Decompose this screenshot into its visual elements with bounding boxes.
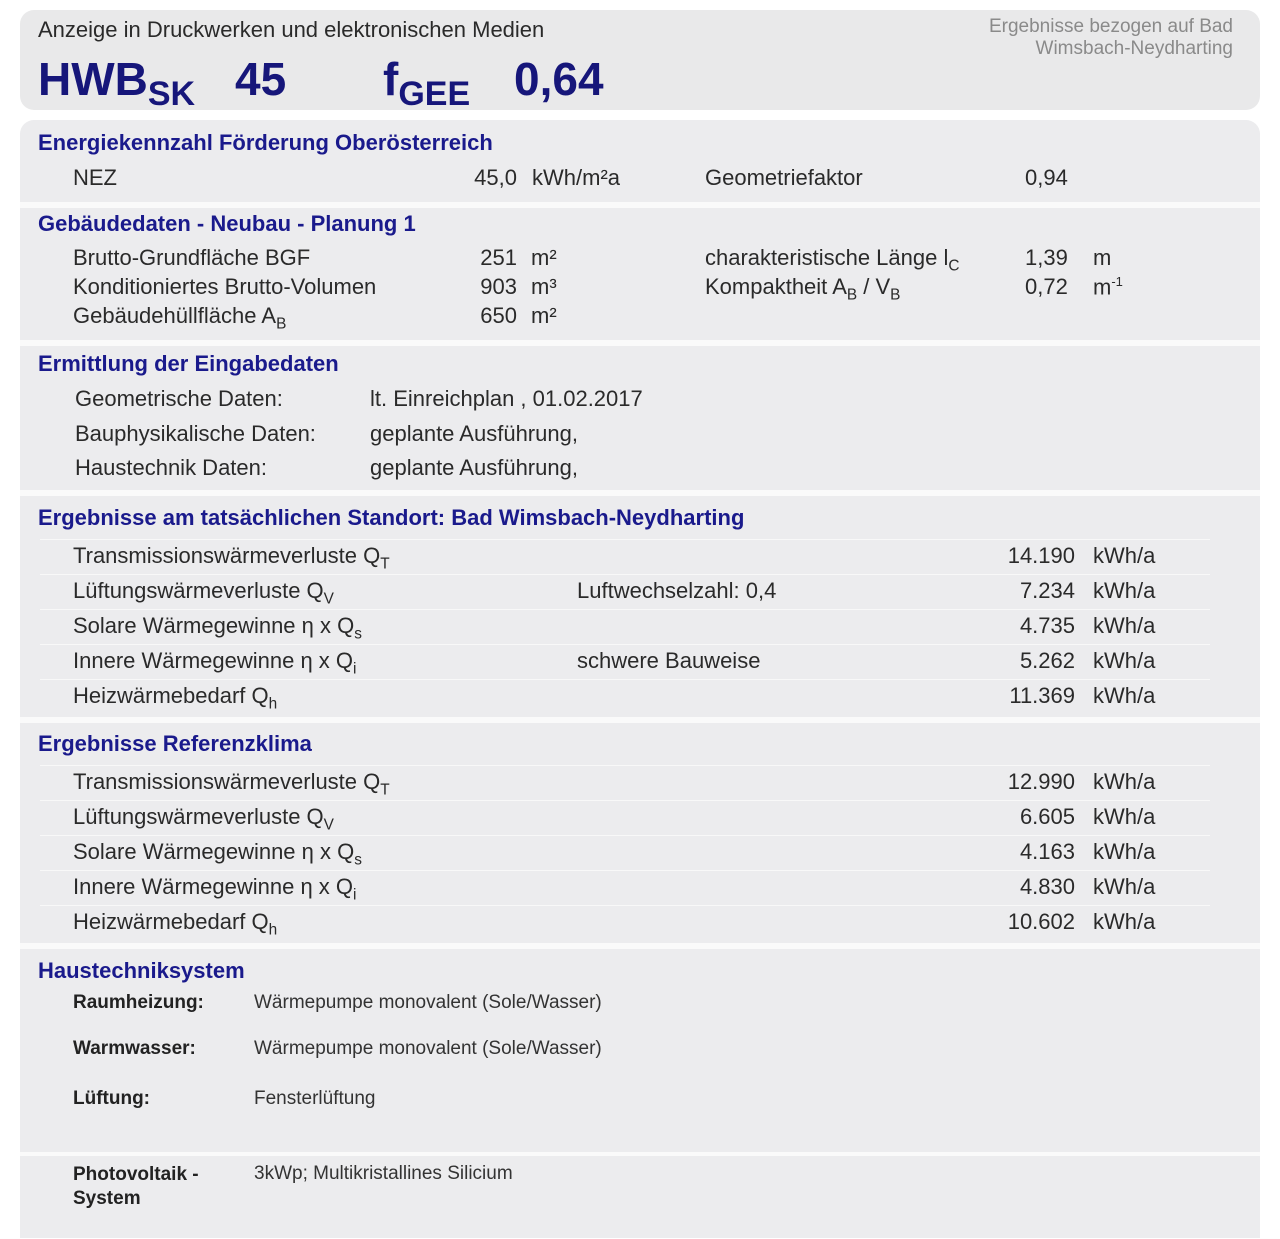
standort-row-label-sub: V (323, 590, 334, 608)
gebaeude-value: 650 (480, 303, 517, 328)
referenz-row-value: 12.990 (1007, 769, 1075, 794)
hwb-value: 45 (235, 53, 287, 105)
gebaeude-value: 903 (480, 274, 517, 299)
referenz-row-label (73, 769, 390, 799)
gebaeude-right-value: 0,72 (1025, 274, 1068, 299)
referenz-row-label-sub: s (354, 851, 362, 869)
location-note-line1: Ergebnisse bezogen auf Bad (988, 16, 1233, 37)
haustechnik-label: Warmwasser: (73, 1038, 196, 1059)
energiekennzahl-title: Energiekennzahl Förderung Oberösterreich (38, 130, 493, 155)
eingabe-label: Haustechnik Daten: (75, 455, 267, 480)
gebaeude-unit: m² (531, 303, 557, 328)
gebaeude-label (73, 245, 310, 271)
standort-row-label (73, 613, 362, 643)
row-divider (40, 835, 1210, 836)
referenz-row-value: 4.830 (1019, 874, 1075, 899)
standort-row-unit: kWh/a (1093, 578, 1156, 603)
pv-label-line2: System (73, 1188, 141, 1209)
unit-exponent: -1 (1111, 274, 1123, 289)
referenz-row-label-text: Heizwärmebedarf Q (73, 909, 269, 934)
row-divider (40, 800, 1210, 801)
standort-row-label-sub: T (380, 555, 390, 573)
standort-row-value: 11.369 (1009, 683, 1075, 708)
referenz-row-value: 4.163 (1019, 839, 1075, 864)
haustechnik-value: Wärmepumpe monovalent (Sole/Wasser) (254, 992, 602, 1013)
haustechnik-value: Wärmepumpe monovalent (Sole/Wasser) (254, 1038, 602, 1059)
gebaeude-right-unit (1093, 245, 1111, 271)
location-note-line2: Wimsbach-Neydharting (1035, 38, 1233, 59)
referenz-row-label-text: Solare Wärmegewinne η x Q (73, 839, 355, 864)
referenz-row-label-sub: T (380, 781, 390, 799)
haustechnik-title: Haustechniksystem (38, 958, 245, 983)
eingabe-value: lt. Einreichplan , 01.02.2017 (370, 386, 643, 411)
referenz-row-label (73, 909, 277, 939)
standort-row-label-text: Lüftungswärmeverluste Q (73, 578, 324, 603)
section-divider (20, 490, 1260, 496)
standort-row-value: 5.262 (1019, 648, 1075, 673)
row-divider (40, 539, 1210, 540)
standort-row-unit: kWh/a (1093, 683, 1156, 708)
referenz-row-label-sub: h (268, 921, 278, 939)
referenz-row-unit: kWh/a (1093, 769, 1156, 794)
eingabe-value: geplante Ausführung, (370, 455, 578, 480)
geometriefaktor-label: Geometriefaktor (705, 165, 863, 190)
fgee-value: 0,64 (514, 53, 604, 105)
hwb-label: HWB (38, 53, 148, 105)
pv-value: 3kWp; Multikristallines Silicium (254, 1163, 513, 1184)
pv-divider (20, 1152, 1260, 1156)
row-divider (40, 905, 1210, 906)
standort-row-unit: kWh/a (1093, 543, 1156, 568)
referenz-row-label-sub: V (323, 816, 334, 834)
standort-row-value: 7.234 (1019, 578, 1075, 603)
standort-row-label-text: Innere Wärmegewinne η x Q (73, 648, 354, 673)
gebaeude-label (73, 303, 286, 333)
standort-row-value: 14.190 (1007, 543, 1075, 568)
standort-row-note: schwere Bauweise (577, 648, 761, 673)
pv-label (73, 1163, 199, 1211)
standort-row-label-text: Heizwärmebedarf Q (73, 683, 269, 708)
standort-title: Ergebnisse am tatsächlichen Standort: Bad Wimsbach-Neydharting (38, 505, 745, 530)
geometriefaktor-value: 0,94 (1025, 165, 1068, 190)
section-divider (20, 717, 1260, 723)
referenz-row-unit: kWh/a (1093, 839, 1156, 864)
gebaeude-unit: m² (531, 245, 557, 270)
standort-row-label (73, 648, 356, 678)
standort-row-unit: kWh/a (1093, 613, 1156, 638)
gebaeude-right-value: 1,39 (1025, 245, 1068, 270)
pv-label-line1: Photovoltaik - (73, 1164, 199, 1185)
gebaeude-right-label-sub2: B (890, 286, 901, 304)
standort-row-label-sub: s (354, 625, 362, 643)
gebaeude-unit: m³ (531, 274, 557, 299)
gebaeude-right-label-sub: C (948, 257, 960, 275)
unit-text: m (1093, 274, 1112, 300)
gebaeude-right-label (705, 274, 900, 304)
section-divider (20, 943, 1260, 949)
unit-text: m (1093, 245, 1112, 270)
row-divider (40, 679, 1210, 680)
gebaeude-right-unit (1093, 274, 1123, 300)
referenz-row-label-sub: i (353, 886, 357, 904)
referenz-row-label (73, 839, 362, 869)
row-divider (40, 870, 1210, 871)
standort-row-label-sub: h (268, 695, 278, 713)
haustechnik-value: Fensterlüftung (254, 1088, 376, 1109)
referenz-row-label-text: Lüftungswärmeverluste Q (73, 804, 324, 829)
fgee-indicator (383, 52, 470, 114)
referenz-row-label (73, 804, 334, 834)
standort-row-label-text: Transmissionswärmeverluste Q (73, 543, 381, 568)
standort-row-unit: kWh/a (1093, 648, 1156, 673)
header-caption: Anzeige in Druckwerken und elektronischen Medien (38, 17, 545, 42)
gebaeude-right-label (705, 245, 959, 275)
gebaeude-right-label-text: charakteristische Länge l (705, 245, 949, 270)
referenz-row-unit: kWh/a (1093, 804, 1156, 829)
fgee-label: f (383, 53, 399, 105)
row-divider (40, 644, 1210, 645)
referenz-row-unit: kWh/a (1093, 909, 1156, 934)
row-divider (40, 765, 1210, 766)
section-divider (20, 202, 1260, 208)
haustechnik-label: Raumheizung: (73, 992, 204, 1013)
section-divider (20, 340, 1260, 346)
eingabe-label: Bauphysikalische Daten: (75, 420, 316, 446)
standort-row-label (73, 578, 334, 608)
referenz-row-label (73, 874, 356, 904)
gebaeude-right-label-text: Kompaktheit A (705, 274, 847, 299)
gebaeude-right-label-text2: / V (857, 274, 891, 299)
gebaeudedaten-title: Gebäudedaten - Neubau - Planung 1 (38, 211, 416, 236)
standort-row-note: Luftwechselzahl: 0,4 (577, 578, 777, 603)
standort-row-label (73, 543, 390, 573)
gebaeude-value: 251 (480, 245, 517, 270)
standort-row-label (73, 683, 277, 713)
gebaeude-label (73, 274, 376, 300)
hwb-sub: SK (147, 75, 196, 114)
location-note (989, 16, 1233, 60)
nez-label: NEZ (73, 165, 117, 190)
haustechnik-label: Lüftung: (73, 1088, 151, 1109)
gebaeude-label-text: Konditioniertes Brutto-Volumen (73, 274, 377, 299)
row-divider (40, 574, 1210, 575)
row-divider (40, 609, 1210, 610)
referenz-row-unit: kWh/a (1093, 874, 1156, 899)
referenz-row-value: 10.602 (1007, 909, 1075, 934)
eingabe-value: geplante Ausführung, (370, 420, 578, 446)
standort-row-label-sub: i (353, 660, 357, 678)
referenz-row-value: 6.605 (1019, 804, 1075, 829)
eingabedaten-title: Ermittlung der Eingabedaten (38, 351, 339, 376)
gebaeude-label-text: Brutto-Grundfläche BGF (73, 245, 311, 270)
referenz-title: Ergebnisse Referenzklima (38, 731, 312, 756)
standort-row-value: 4.735 (1019, 613, 1075, 638)
gebaeude-label-text: Gebäudehüllfläche A (73, 303, 277, 328)
fgee-sub: GEE (398, 75, 471, 114)
referenz-row-label-text: Innere Wärmegewinne η x Q (73, 874, 354, 899)
standort-row-label-text: Solare Wärmegewinne η x Q (73, 613, 355, 638)
hwb-indicator (38, 52, 195, 114)
gebaeude-label-sub: B (276, 315, 287, 333)
nez-unit: kWh/m²a (532, 165, 620, 190)
gebaeude-right-label-sub: B (846, 286, 858, 304)
eingabe-label: Geometrische Daten: (75, 386, 283, 411)
nez-value: 45,0 (474, 165, 517, 190)
referenz-row-label-text: Transmissionswärmeverluste Q (73, 769, 381, 794)
